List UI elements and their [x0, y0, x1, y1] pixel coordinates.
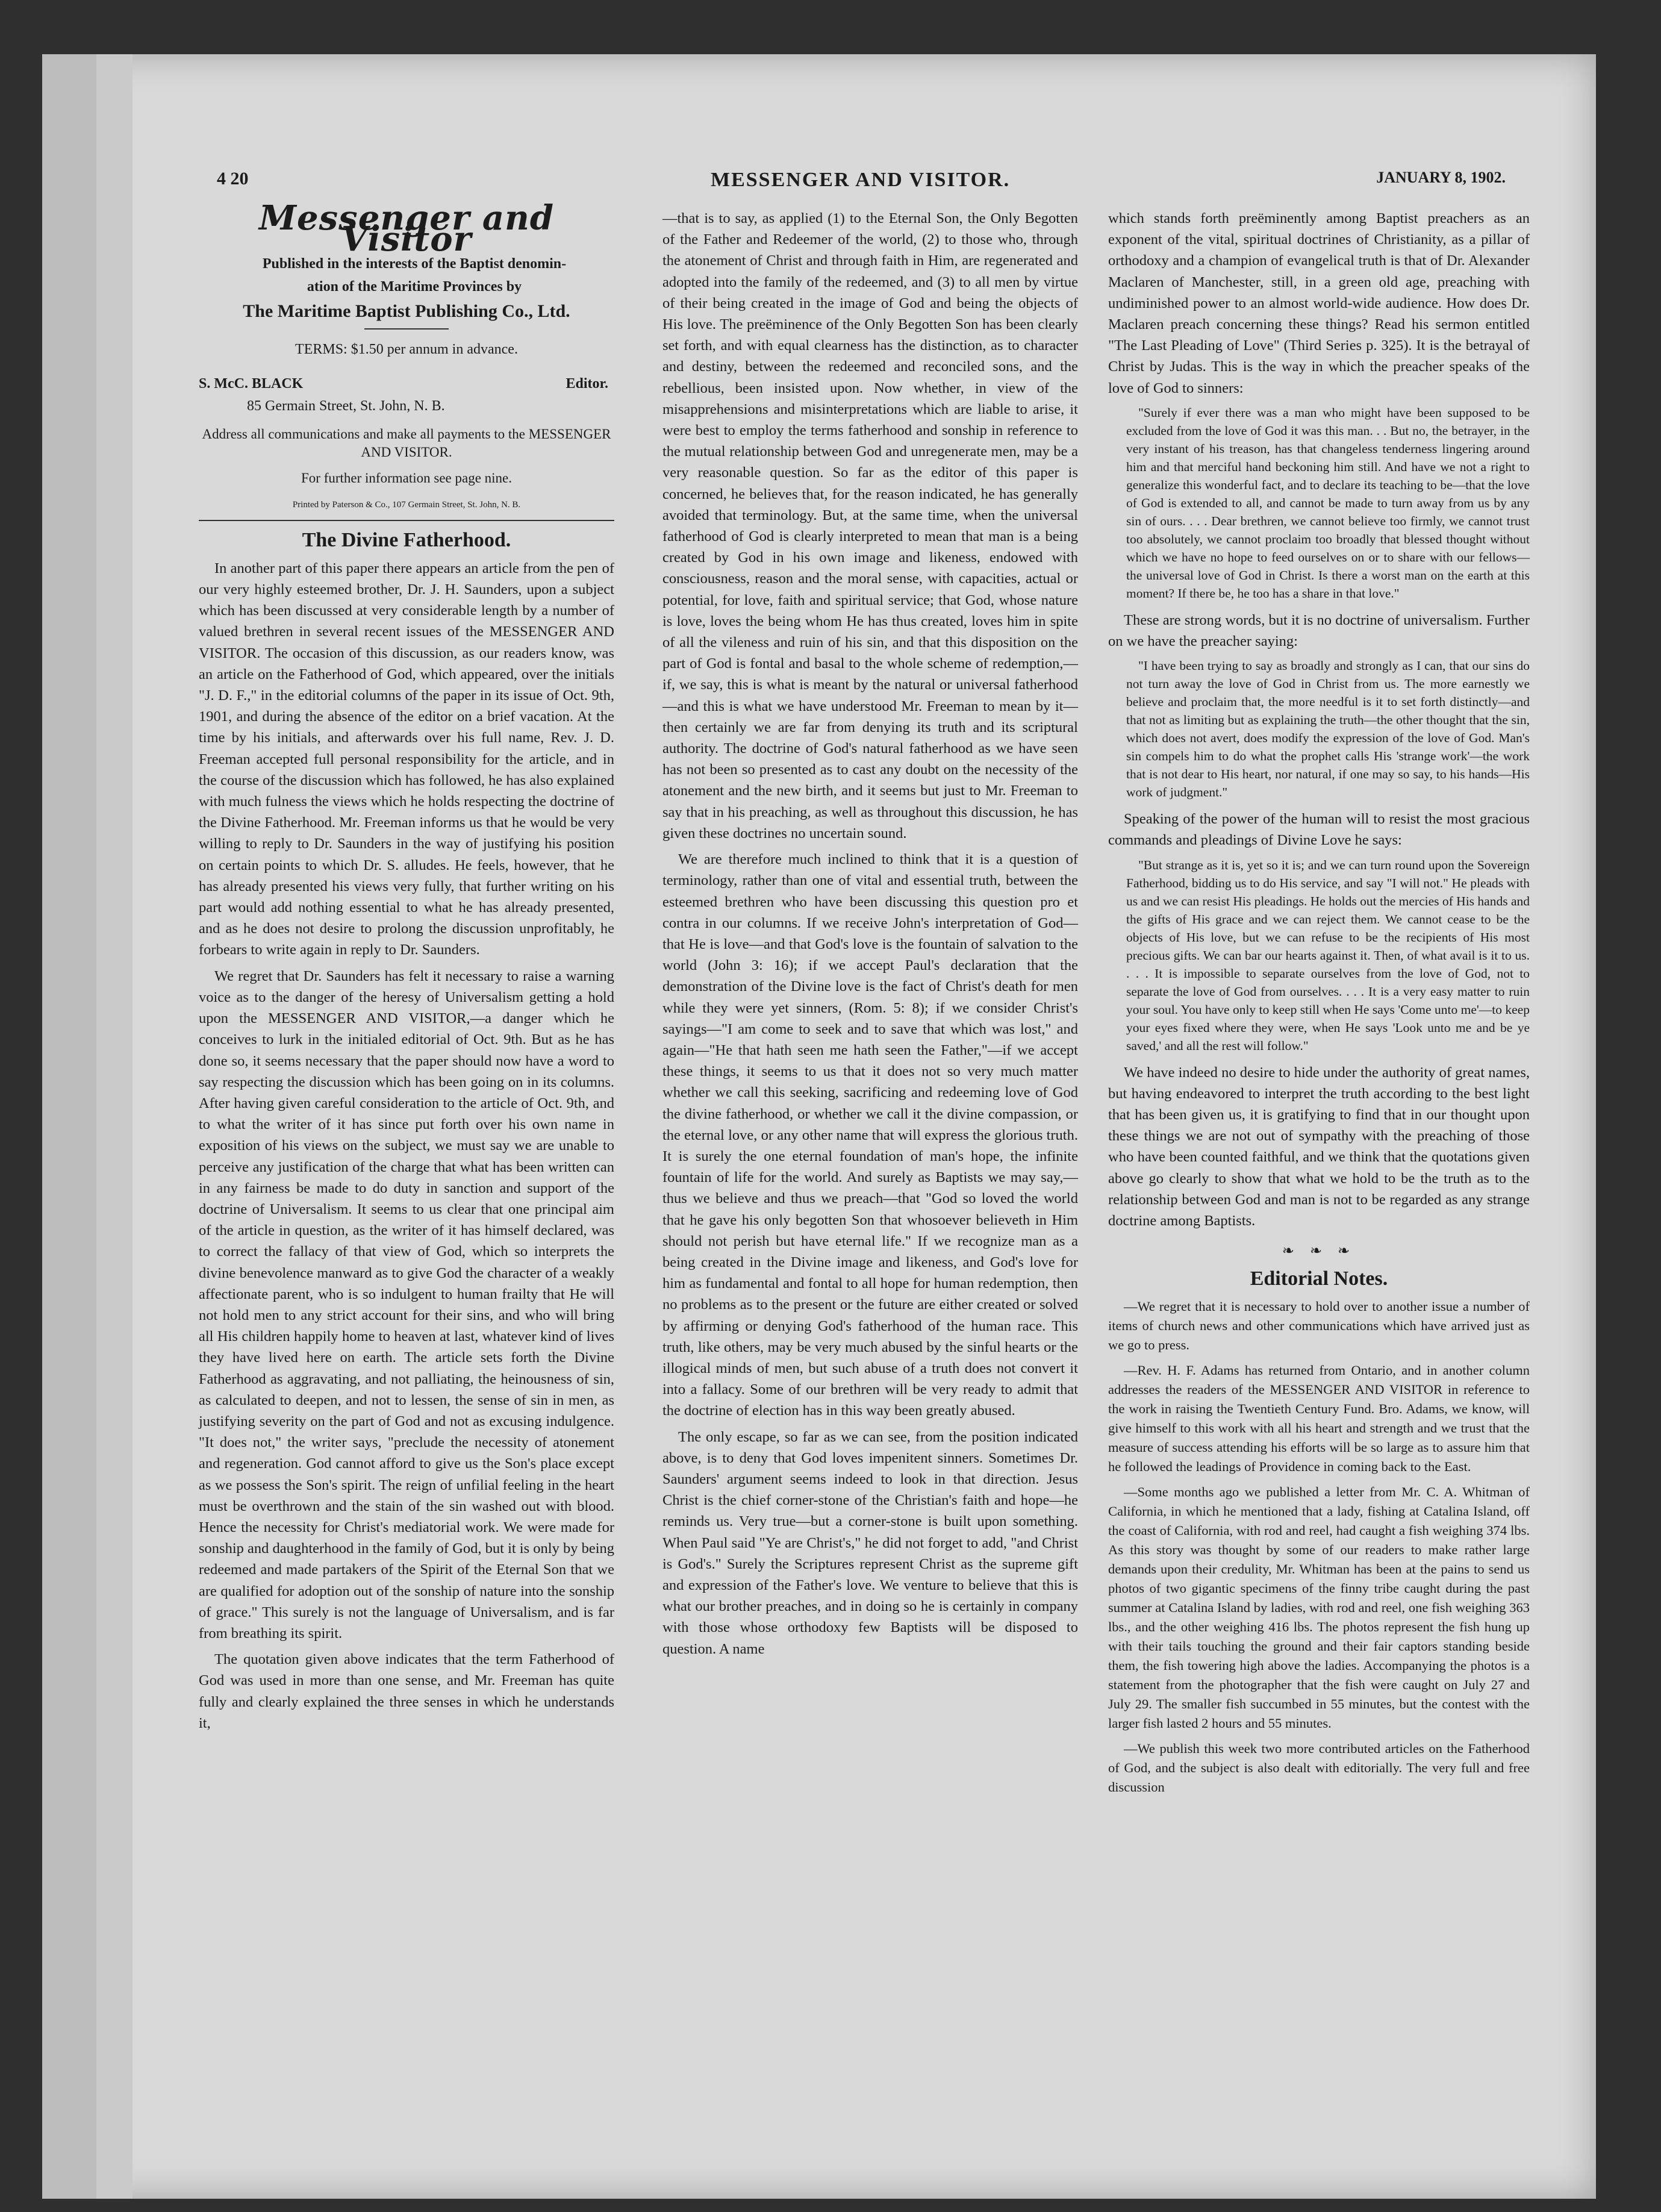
running-head — [217, 169, 1506, 199]
editor-role: Editor. — [566, 375, 608, 392]
page-edge-shadow-inner — [96, 54, 132, 2199]
paper-title: MESSENGER AND VISITOR. — [711, 169, 1011, 191]
article-paragraph: Speaking of the power of the human will to resist the most gracious commands and pleadings of Divine Love he says: — [1108, 811, 1530, 849]
masthead-printer: Printed by Paterson & Co., 107 Germain Street, St. John, N. B. — [292, 500, 521, 510]
masthead-contact: Address all communications and make all payments to the MESSENGER AND VISITOR. — [202, 426, 611, 460]
article-paragraph: which stands forth preëminently among Baptist preachers as an exponent of the vital, spiritual doctrines of Christianity, as a pillar of orthodoxy and a champion of evangelical truth is that of Dr. Alexander Maclaren of Manchester, still, in a green old age, preaching with undiminished power to an almost world-wide audience. How does Dr. Maclaren preach concerning these things? Read his sermon entitled "The Last Pleading of Love" (Third Series p. 325). It is the betrayal of Christ by Judas. This is the way in which the preacher speaks of the love of God to sinners: — [1108, 210, 1530, 396]
quote-text: "But strange as it is, yet so it is; and we can turn round upon the Sovereign Fatherhood, bidding us to do His service, and say "I will not." He pleads with us and we can resist His pleadings. He holds out the mercies of His hands and the gifts of His grace and we can reject them. We cannot cease to be the objects of His love, but we can refuse to be the recipients of His most precious gifts. We can bar our hearts against it. Then, of what avail is it to us. . . . It is impossible to separate ourselves from the love of God, not to separate the love of God from ourselves. . . . It is a very easy matter to ruin your soul. You have only to keep still when He says 'Come unto me'—to keep your eyes fixed where they were, when He says 'Look unto me and be ye saved,' and all the rest will follow." — [1126, 857, 1530, 1053]
column-1 — [199, 198, 615, 1739]
article-paragraph: —that is to say, as applied (1) to the Eternal Son, the Only Begotten of the Father and Redeemer of the world, (2) to those who, through the atonement of Christ and through faith in Him, are regenerated and adopted into the family of the redeemed, and (3) to all men by virtue of their being created in the image of God and being the objects of His love. The preëminence of the Only Begotten Son has been clearly set forth, and with equal clearness has the distinction, as to character and destiny, between the redeemed and reconciled sons, and the rebellious, been insisted upon. Now whether, in view of the misapprehensions and misinterpretations which are liable to arise, it were best to employ the terms fatherhood and sonship in reference to the mutual relationship between God and unregenerate men, may be a very reasonable question. So far as the editor of this paper is concerned, he believes that, for the reason indicated, he has generally avoided that terminology. But, at the same time, when the universal fatherhood of God is clearly interpreted to mean that man is a being created by God in his own image and likeness, endowed with consciousness, reason and the moral sense, with capacities, actual or potential, for love, faith and spiritual service; that God, whose nature is love, loves the being whom He has thus created, loves him in spite of all the vileness and ruin of his sin, and that this disposition on the part of God is fontal and basal to the whole scheme of redemption,—if, we say, this is what is meant by the natural or universal fatherhood—and this is what we have understood Mr. Freeman to mean by it—then certainly we are far from denying its truth and its scriptural authority. The doctrine of God's natural fatherhood as we have seen has not been so presented as to cast any doubt on the necessity of the atonement and the new birth, and it seems but just to Mr. Freeman to say that in his preaching, as well as throughout this discussion, he has given these doctrines no uncertain sound. — [662, 210, 1078, 842]
column-2 — [662, 208, 1078, 1664]
section-ornament: ❧ ❧ ❧ — [1282, 1243, 1356, 1260]
page-edge-shadow — [42, 54, 96, 2199]
article-paragraph: The quotation given above indicates that the term Fatherhood of God was used in more than one sense, and Mr. Freeman has quite fully and clearly explained the three senses in which he understands it, — [199, 1651, 614, 1731]
note-item: —Rev. H. F. Adams has returned from Ontario, and in another column addresses the readers of the MESSENGER AND VISITOR in reference to the work in raising the Twentieth Century Fund. Bro. Adams, we know, will give himself to this work with all his heart and strength and we trust that the measure of success attending his efforts will be so large as to assure him that he followed the leadings of Providence in coming back to the East. — [1108, 1362, 1530, 1474]
masthead-published-line1: Published in the interests of the Baptist denomin- — [262, 256, 567, 272]
quote-text: "I have been trying to say as broadly and strongly as I can, that our sins do not turn away the love of God in Christ from us. The more earnestly we believe and proclaim that, the more needful is it to set forth distinctly—and that not as limiting but as explaining the truth—the other thought that the sin, which does not avert, does modify the expression of the love of God. Man's sin compels him to do what the prophet calls His 'strange work'—the work that is not dear to His heart, nor natural, if one may so say, to his hands—His work of judgment." — [1126, 658, 1530, 800]
masthead-info: For further information see page nine. — [301, 470, 512, 486]
block-quote — [1126, 856, 1530, 1055]
quote-text: "Surely if ever there was a man who might have been supposed to be excluded from the love of God it was this man. . . But no, the betrayer, in the very instant of his treason, has that changeless tenderness lingering around him and that merciful hand beckoning him still. And have we not a right to generalize this wonderful fact, and to declare its teaching to be—that the love of God is extended to all, and cannot be made to turn away from us by any sin of ours. . . . Dear brethren, we cannot believe too firmly, we cannot trust too absolutely, we cannot proclaim too broadly that blessed thought without which we have no hope to feed ourselves on or to share with our fellows—the universal love of God in Christ. Is there a worst man on the earth at this moment? If there be, he too has a share in that love." — [1126, 405, 1530, 601]
page-number: 4 20 — [217, 169, 249, 189]
article-paragraph: In another part of this paper there appears an article from the pen of our very highly esteemed brother, Dr. J. H. Saunders, upon a subject which has been discussed at very considerable length by a number of valued brethren in several recent issues of the MESSENGER AND VISITOR. The occasion of this discussion, as our readers know, was an article on the Fatherhood of God, which appeared, over the initials "J. D. F.," in the editorial columns of the paper in its issue of Oct. 9th, 1901, and during the absence of the editor on a brief vacation. At the time by his initials, and afterwards over his full name, Rev. J. D. Freeman accepted full personal responsibility for the article, and in the course of the discussion which has followed, he has also explained with much fulness the views which he holds respecting the doctrine of the Divine Fatherhood. Mr. Freeman informs us that he would be very willing to reply to Dr. Saunders in the way of justifying his position on certain points to which Dr. S. alludes. He feels, however, that he has already presented his views very fully, that further writing on his part would add nothing essential to what he has already presented, and as he does not desire to prolong the discussion unprofitably, he forbears to write again in reply to Dr. Saunders. — [199, 560, 614, 958]
article-paragraph: We have indeed no desire to hide under the authority of great names, but having endeavored to interpret the truth according to the best light that has been given us, it is gratifying to find that in our thought upon these things we are not out of sympathy with the preaching of those who have been counted faithful, and we think that the quotations given above go clearly to show that what we hold to be the truth as to the relationship between God and man is not to be regarded as any strange doctrine among Baptists. — [1108, 1064, 1530, 1229]
masthead-address: 85 Germain Street, St. John, N. B. — [247, 398, 445, 414]
masthead-editor — [199, 373, 614, 395]
note-item: —We regret that it is necessary to hold over to another issue a number of items of church news and other communications which have arrived just as we go to press. — [1108, 1298, 1530, 1352]
article-paragraph: We are therefore much inclined to think that it is a question of terminology, rather than one of vital and essential truth, between the esteemed brethren who have been discussing this question pro et contra in our columns. If we receive John's interpretation of God—that He is love—and that God's love is the fountain of salvation to the world (John 3: 16); if we accept Paul's declaration that the demonstration of the Divine love is the fact of Christ's death for men while they were yet sinners, (Rom. 5: 8); if we consider Christ's sayings—"I am come to seek and to save that which was lost," and again—"He that hath seen me hath seen the Father,"—if we accept these things, it seems to us that it does not so very much matter whether we call this seeking, sacrificing and redeeming love of God the divine fatherhood, or whether we call it the divine compassion, or the eternal love, or any other name that will express the glorious truth. It is surely the one eternal foundation of man's hope, the infinite fountain of life for the world. And surely as Baptists we may say,—thus we believe and thus we preach—that "God so loved the world that he gave his only begotten Son that whosoever believeth in Him should not perish but have eternal life." If we recognize man as a being created in the Divine image and likeness, and God's love for him as fundamental and fontal to all hope for human redemption, then no problems as to the present or the future are either created or solved by affirming or denying God's fatherhood of the human race. This truth, like others, may be very much abused by the sinful hearts or the illogical minds of men, but such abuse of a truth does not convert it into a fallacy. Some of our brethren will be very ready to admit that the doctrine of election has in this way been greatly abused. — [662, 851, 1078, 1419]
editorial-notes — [1108, 1297, 1530, 1797]
editorial-notes-heading: Editorial Notes. — [1250, 1267, 1388, 1290]
issue-date: JANUARY 8, 1902. — [1376, 169, 1506, 186]
masthead-publisher: The Maritime Baptist Publishing Co., Ltd. — [243, 301, 570, 322]
article-paragraph: The only escape, so far as we can see, from the position indicated above, is to deny that God loves impenitent sinners. Sometimes Dr. Saunders' argument seems indeed to look in that direction. Jesus Christ is the chief corner-stone of the Christian's faith and hope—he reminds us. Very true—but a corner-stone is built upon something. When Paul said "Ye are Christ's," he did not forget to add, "and Christ is God's." Surely the Scriptures represent Christ as the supreme gift and expression of the Father's love. We venture to believe that this is what our brother preaches, and in doing so he is certainly in company with those whose orthodoxy few Baptists will be disposed to question. A name — [662, 1428, 1078, 1657]
article-heading: The Divine Fatherhood. — [302, 528, 511, 551]
article-paragraph: These are strong words, but it is no doctrine of universalism. Further on we have the preacher saying: — [1108, 611, 1530, 650]
block-quote — [1126, 657, 1530, 801]
column-3 — [1108, 208, 1530, 1803]
masthead-rule — [364, 328, 449, 330]
masthead-published-line2: ation of the Maritime Provinces by — [307, 279, 522, 295]
note-item: —We publish this week two more contributed articles on the Fatherhood of God, and the subject is also dealt with editorially. The very full and free discussion — [1108, 1740, 1530, 1795]
editor-name: S. McC. BLACK — [199, 375, 304, 392]
masthead-bottom-rule — [199, 520, 614, 521]
masthead-terms: TERMS: $1.50 per annum in advance. — [295, 341, 518, 357]
article-paragraph: We regret that Dr. Saunders has felt it necessary to raise a warning voice as to the danger of the heresy of Universalism getting a hold upon the MESSENGER AND VISITOR,—a danger which he conceives to lurk in the initialed editorial of Oct. 9th. But as he has done so, it seems necessary that the paper should now have a word to say respecting the discussion which has been going on in its columns. After having given careful consideration to the article of Oct. 9th, and to what the writer of it has since put forth over his own name in exposition of his views on the subject, we must say we are unable to perceive any justification of the charge that what has been written can in any fairness be made to do duty in sanction and support of the doctrine of Universalism. It seems to us clear that one principal aim of the article in question, as the writer of it has himself declared, was to correct the fallacy of that view of God, which so interprets the divine benevolence manward as to give God the character of a weakly affectionate parent, who is so indulgent to human frailty that He will not hold men to any strict account for their sins, and who will bring all His children happily home to heaven at last, whatever kind of lives they have lived here on earth. The article sets forth the Divine Fatherhood as aggravating, and not palliating, the heinousness of sin, as calculated to deepen, and not to lessen, the sense of sin in men, as justifying severity on the part of God and not as excusing indulgence. "It does not," the writer says, "preclude the necessity of atonement and regeneration. God cannot afford to give us the Son's place except as we possess the Son's spirit. The reign of unfilial feeling in the heart must be overthrown and the stain of the sin washed out with blood. Hence the necessity for Christ's mediatorial work. We were made for sonship and daughterhood in the family of God, but it is only by being redeemed and made partakers of the Spirit of the Eternal Son that we are qualified for adoption out of the sonship of nature into the sonship of grace." This surely is not the language of Universalism, and is far from breathing its spirit. — [199, 967, 615, 1642]
block-quote — [1126, 404, 1530, 602]
note-item: —Some months ago we published a letter from Mr. C. A. Whitman of California, in which he mentioned that a lady, fishing at Catalina Island, off the coast of California, with rod and reel, had caught a fish weighing 374 lbs. As this story was thought by some of our readers to make rather large demands upon their credulity, Mr. Whitman has been at the pains to send us photos of two gigantic specimens of the finny tribe caught during the past summer at Catalina Island by ladies, with rod and reel, one fish weighing 363 lbs., and the other weighing 416 lbs. The photos represent the fish hung up with their tails touching the ground and their fair captors standing beside them, the fish towering high above the ladies. Accompanying the photos is a statement from the photographer that the fish were caught on July 27 and July 29. The smaller fish succumbed in 55 minutes, but the contest with the larger fish lasted 2 hours and 55 minutes. — [1108, 1484, 1530, 1731]
masthead-title: Messenger and Visitor — [259, 198, 554, 260]
